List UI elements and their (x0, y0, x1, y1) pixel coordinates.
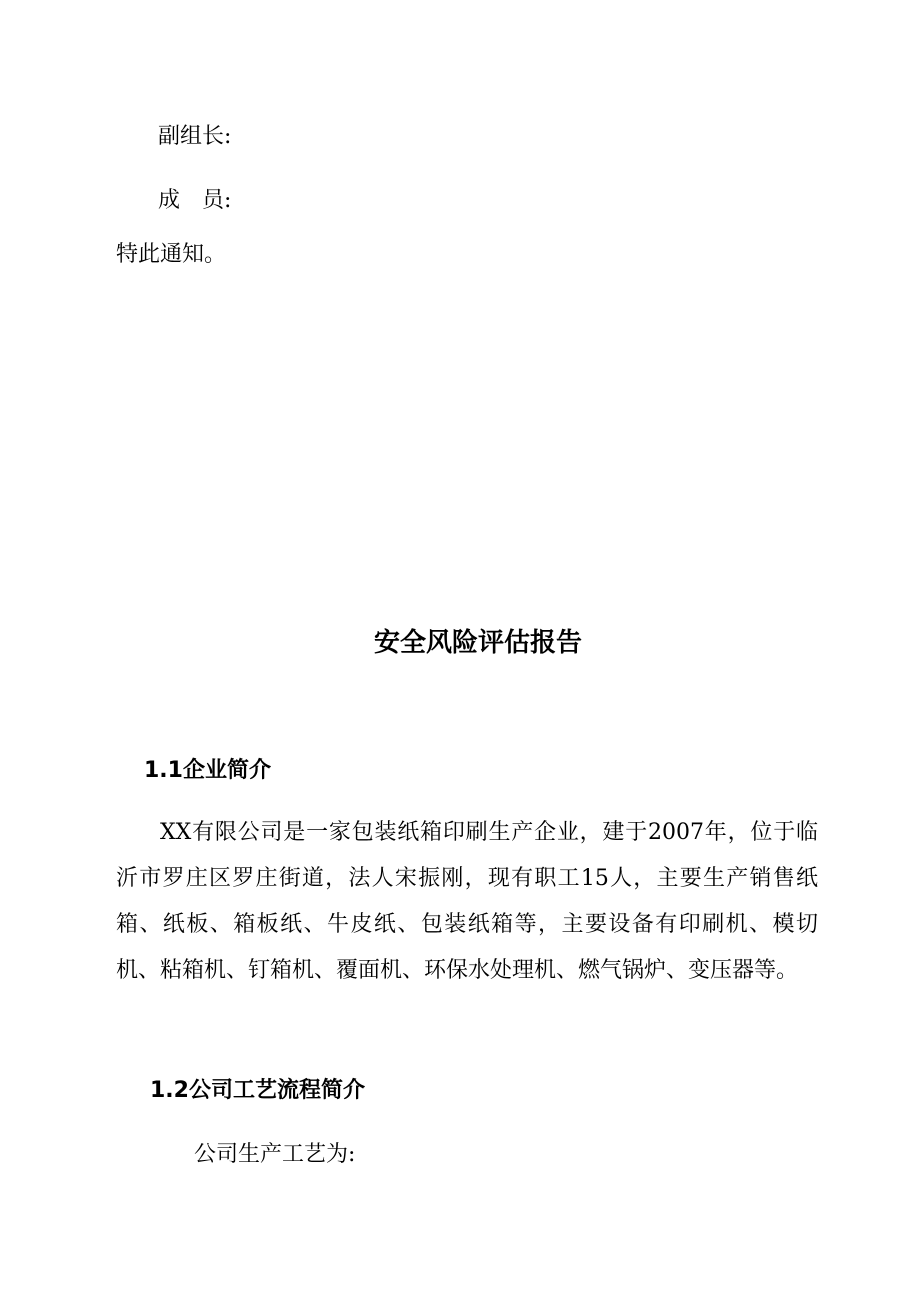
members-label: 成 员: (158, 188, 232, 213)
report-title: 安全风险评估报告 (373, 628, 582, 658)
section-heading-1-2: 1.2公司工艺流程简介 (150, 1078, 365, 1103)
process-intro: 公司生产工艺为: (194, 1142, 356, 1167)
deputy-leader-label: 副组长: (158, 124, 232, 149)
company-intro-paragraph: XX有限公司是一家包装纸箱印刷生产企业，建于2007年，位于临沂市罗庄区罗庄街道，法人宋振刚，现有职工15人，主要生产销售纸箱、纸板、箱板纸、牛皮纸、包装纸箱等，主要设备有印刷机、模切机、粘箱机、钉箱机、覆面机、环保水处理机、燃气锅炉、变压器等。 (116, 820, 818, 983)
notice-closing: 特此通知。 (116, 242, 227, 267)
section-heading-1-1: 1.1企业简介 (144, 758, 271, 783)
